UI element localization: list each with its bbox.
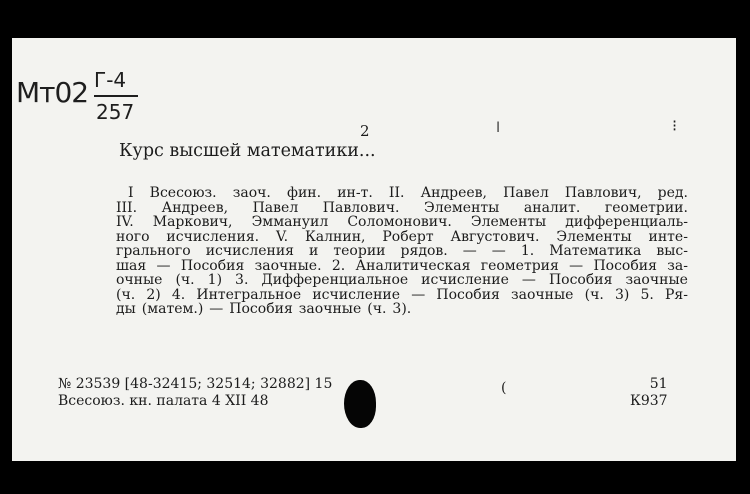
body-word: ды [116, 301, 136, 317]
body-word: дифференциаль- [565, 214, 688, 230]
footer-code: К937 [630, 393, 668, 409]
body-text [116, 186, 688, 317]
body-word: — [156, 257, 171, 274]
body-word: за- [667, 257, 688, 274]
body-word: — [209, 301, 224, 317]
body-word: фин. [287, 185, 322, 201]
body-word: Августович. [450, 228, 540, 245]
body-word: III. [116, 199, 138, 216]
body-word: Аналитическая [355, 257, 471, 274]
body-word: — [569, 257, 584, 274]
body-word: Павел [503, 185, 549, 201]
body-word: заочные. [254, 257, 322, 274]
body-word: шая [116, 257, 147, 274]
body-word: I [128, 185, 134, 201]
body-line [116, 201, 688, 216]
body-word: IV. [116, 214, 134, 230]
body-word: 1) [207, 272, 223, 288]
body-word: 3) [614, 286, 630, 303]
body-word: II. [388, 185, 405, 201]
body-word: Андреев, [161, 199, 229, 216]
body-word: рядов. [400, 243, 448, 259]
body-word: — [521, 272, 536, 288]
body-word: исчисление [312, 286, 401, 303]
body-word: заоч. [232, 185, 271, 201]
ink-blot [344, 380, 376, 428]
body-word: Павлович. [322, 199, 400, 216]
body-word: 3). [392, 301, 412, 317]
body-line [116, 230, 688, 245]
body-word: Калнин, [304, 228, 366, 245]
body-word: Дифференциальное [261, 272, 409, 288]
body-word: Андреев, [420, 185, 487, 201]
body-word: Маркович, [152, 214, 233, 230]
body-word: — [462, 243, 477, 259]
body-word: 4. [171, 286, 186, 303]
body-word: Пособия [593, 257, 657, 274]
body-word: исчисление [421, 272, 509, 288]
edge-mark: ⁝ [672, 116, 678, 135]
body-word: Интегральное [196, 286, 302, 303]
body-line [116, 244, 688, 259]
body-word: ин-т. [337, 185, 373, 201]
body-word: инте- [648, 228, 688, 245]
body-line [116, 259, 688, 274]
body-word: Ря- [664, 286, 688, 303]
body-word: Элементы [556, 228, 632, 245]
body-word: (ч. [367, 301, 387, 317]
body-word: заочные [625, 272, 688, 288]
tick-mark: ( [501, 380, 507, 396]
body-word: Павлович, [564, 185, 642, 201]
body-word: Элементы [424, 199, 500, 216]
body-line [116, 302, 688, 317]
body-word: Всесоюз. [149, 185, 217, 201]
body-word: (ч. [584, 286, 604, 303]
body-word: геометрия [480, 257, 559, 274]
body-word: заочные [511, 286, 574, 303]
body-word: заочные [298, 301, 362, 317]
body-word: (ч. [175, 272, 195, 288]
book-chamber-line: Всесоюз. кн. палата 4 XII 48 [58, 393, 269, 409]
footer-number: 51 [649, 376, 668, 392]
body-word: выс- [656, 243, 688, 259]
body-word: геометрии. [604, 199, 688, 216]
body-word: (ч. [116, 286, 136, 303]
body-word: теории [333, 243, 386, 259]
body-word: ред. [657, 185, 688, 201]
body-word: аналит. [523, 199, 581, 216]
body-word: V. [275, 228, 289, 245]
body-word: 2) [146, 286, 161, 303]
card-heading: Курс высшей математики... [119, 141, 376, 161]
body-word: — [411, 286, 426, 303]
body-word: Роберт [382, 228, 434, 245]
body-line [116, 288, 688, 303]
body-word: 3. [235, 272, 249, 288]
shelfmark-main: Мт02 [16, 76, 89, 109]
body-word: Соломонович. [347, 214, 452, 230]
body-word: грального [116, 243, 191, 259]
punch-mark: ǀ [496, 120, 501, 136]
body-word: 1. [520, 243, 535, 259]
body-line [116, 215, 688, 230]
body-word: исчисления. [166, 228, 260, 245]
shelfmark-numerator: Г-4 [94, 68, 127, 92]
footer-left [58, 376, 332, 410]
catalog-card [12, 38, 736, 461]
body-word: Пособия [229, 301, 293, 317]
body-word: ного [116, 228, 150, 245]
card-number: 2 [360, 122, 370, 140]
footer-right [630, 376, 668, 410]
body-word: Математика [549, 243, 642, 259]
body-line [116, 273, 688, 288]
body-word: — [491, 243, 506, 259]
body-word: Эммануил [251, 214, 329, 230]
catalog-number-line: № 23539 [48-32415; 32514; 32882] 15 [58, 376, 333, 392]
body-word: Пособия [548, 272, 613, 288]
body-word: Пособия [436, 286, 500, 303]
body-word: (матем.) [141, 301, 204, 317]
body-word: и [309, 243, 319, 259]
body-line [128, 186, 688, 201]
body-word: Павел [252, 199, 299, 216]
body-word: 5. [640, 286, 654, 303]
body-word: Пособия [180, 257, 245, 274]
body-word: исчисления [205, 243, 294, 259]
body-word: очные [116, 272, 163, 288]
shelfmark-fraction-rule [94, 95, 138, 97]
shelfmark-denominator: 257 [96, 100, 135, 124]
body-word: Элементы [470, 214, 547, 230]
body-word: 2. [331, 257, 346, 274]
